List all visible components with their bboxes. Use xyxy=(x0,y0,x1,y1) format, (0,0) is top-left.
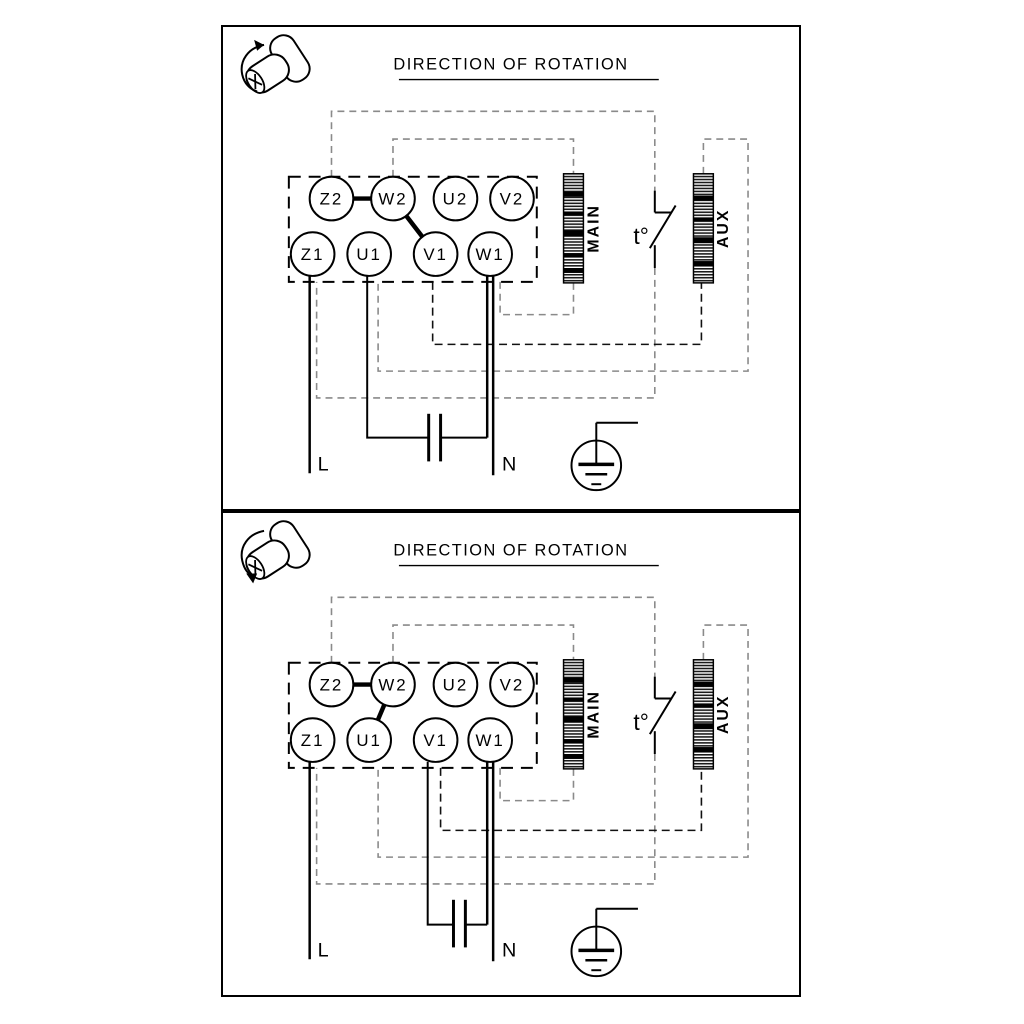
terminal-v1-label: V1 xyxy=(423,245,448,265)
terminal-w1-label: W1 xyxy=(475,245,505,265)
route-z2-to-thermal xyxy=(331,111,654,190)
main-winding xyxy=(564,174,603,283)
main-winding-label: MAIN xyxy=(585,690,603,739)
terminal-u2-label: U2 xyxy=(442,189,469,209)
supply-wiring xyxy=(310,276,517,475)
route-thermal-to-z1 xyxy=(317,754,655,884)
motor-shaft-rotation-arrow-up-icon xyxy=(236,31,315,106)
terminal-box xyxy=(289,663,537,768)
main-winding xyxy=(564,660,603,769)
terminal-z2-label: Z2 xyxy=(319,675,344,695)
supply-wiring xyxy=(310,762,517,961)
route-v1-to-aux-bottom xyxy=(433,282,702,344)
terminal-w1-label: W1 xyxy=(475,731,505,751)
aux-winding-label: AUX xyxy=(715,694,733,735)
bridge-link-w2-v1 xyxy=(406,216,422,237)
route-w2-to-main-top xyxy=(393,625,574,663)
terminal-u1-label: U1 xyxy=(356,245,382,265)
line-label: L xyxy=(317,453,329,476)
page-title: DIRECTION OF ROTATION xyxy=(393,541,629,560)
route-main-bottom-to-w1 xyxy=(500,282,573,315)
terminal-v2-label: V2 xyxy=(499,675,525,695)
thermal-switch-label: t° xyxy=(633,223,649,250)
terminal-v1-label: V1 xyxy=(423,731,448,751)
panel-rotation-1 xyxy=(221,25,801,511)
thermal-switch xyxy=(633,191,675,268)
panel-2-canvas xyxy=(223,513,799,995)
terminal-u2-label: U2 xyxy=(442,675,469,695)
terminal-u1-label: U1 xyxy=(356,731,382,751)
neutral-label: N xyxy=(502,939,517,962)
aux-winding-label: AUX xyxy=(715,208,733,249)
earth-ground-icon xyxy=(571,909,637,976)
aux-winding xyxy=(693,660,732,769)
route-v1-to-aux-bottom xyxy=(441,768,702,830)
earth-ground-icon xyxy=(571,423,637,490)
route-w2-to-main-top xyxy=(393,139,574,177)
capacitor xyxy=(429,414,441,462)
terminal-z1-label: Z1 xyxy=(300,245,325,265)
aux-winding xyxy=(693,174,732,283)
terminal-w2-label: W2 xyxy=(378,189,408,209)
line-label: L xyxy=(317,939,329,962)
thermal-switch xyxy=(633,677,675,754)
capacitor xyxy=(453,900,465,948)
terminal-v2-label: V2 xyxy=(499,189,525,209)
terminal-box xyxy=(289,177,537,282)
main-winding-label: MAIN xyxy=(585,204,603,253)
route-z2-to-thermal xyxy=(331,597,654,676)
thermal-switch-label: t° xyxy=(633,709,649,736)
panel-rotation-2 xyxy=(221,511,801,997)
terminal-z2-label: Z2 xyxy=(319,189,344,209)
u1-to-capacitor-wire xyxy=(367,276,428,438)
page-title: DIRECTION OF ROTATION xyxy=(393,55,629,74)
terminal-w2-label: W2 xyxy=(378,675,408,695)
neutral-label: N xyxy=(502,453,517,476)
route-main-bottom-to-w1 xyxy=(500,768,573,801)
bridge-link-w2-u1 xyxy=(378,705,385,720)
motor-shaft-rotation-arrow-down-icon xyxy=(236,517,315,592)
panel-1-canvas xyxy=(223,27,799,509)
terminal-z1-label: Z1 xyxy=(300,731,325,751)
